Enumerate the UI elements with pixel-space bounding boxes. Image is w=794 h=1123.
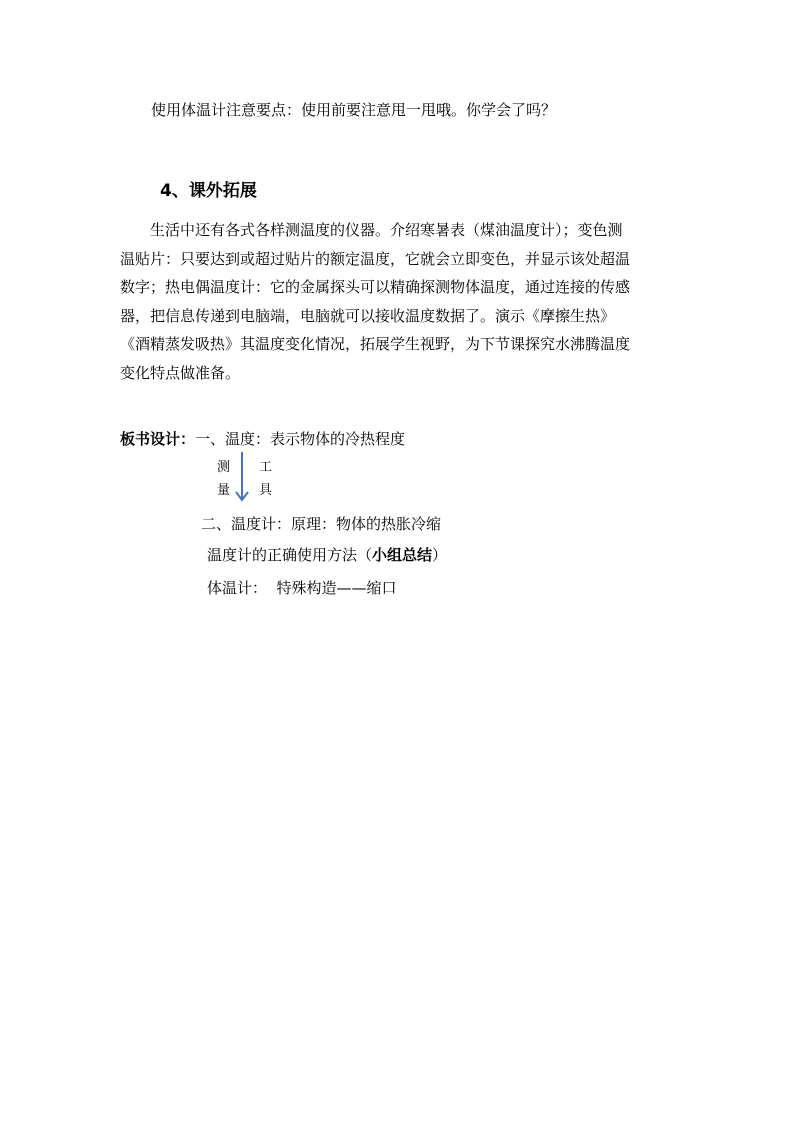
board-item-3-prefix: 温度计的正确使用方法（: [207, 546, 373, 564]
thermometer-note: 使用体温计注意要点：使用前要注意甩一甩哦。你学会了吗？: [151, 101, 557, 119]
board-item-3: [207, 544, 447, 566]
tool-char-1: 工: [259, 460, 273, 475]
paragraph-line: 变化特点做准备。: [120, 363, 241, 382]
board-design-line-1: [120, 428, 405, 450]
board-item-2: 二、温度计：原理：物体的热胀冷缩: [201, 515, 442, 533]
board-item-3-bold: 小组总结: [372, 546, 433, 564]
paragraph-line: 温贴片：只要达到或超过贴片的额定温度，它就会立即变色，并显示该处超温: [120, 249, 631, 268]
paragraph-line: 《酒精蒸发吸热》其温度变化情况，拓展学生视野，为下节课探究水沸腾温度: [120, 335, 631, 354]
paragraph-line: 数字；热电偶温度计：它的金属探头可以精确探测物体温度，通过连接的传感: [120, 278, 631, 297]
paragraph-line: 器，把信息传递到电脑端，电脑就可以接收温度数据了。演示《摩擦生热》: [120, 306, 616, 325]
board-item-1: 一、温度：表示物体的冷热程度: [195, 430, 406, 448]
board-item-4: 体温计： 特殊构造——缩口: [207, 579, 397, 597]
measure-char-1: 测: [217, 460, 231, 475]
tool-char-2: 具: [259, 483, 273, 498]
paragraph-line: 生活中还有各式各样测温度的仪器。介绍寒暑表（煤油温度计）；变色测: [150, 221, 623, 239]
measure-char-2: 量: [217, 483, 231, 498]
board-item-3-suffix: ）: [432, 546, 448, 564]
board-design-label: 板书设计：: [120, 430, 196, 448]
section-heading: 4、课外拓展: [160, 181, 257, 201]
extension-paragraph: [120, 216, 668, 388]
down-arrow-icon: [232, 451, 252, 503]
